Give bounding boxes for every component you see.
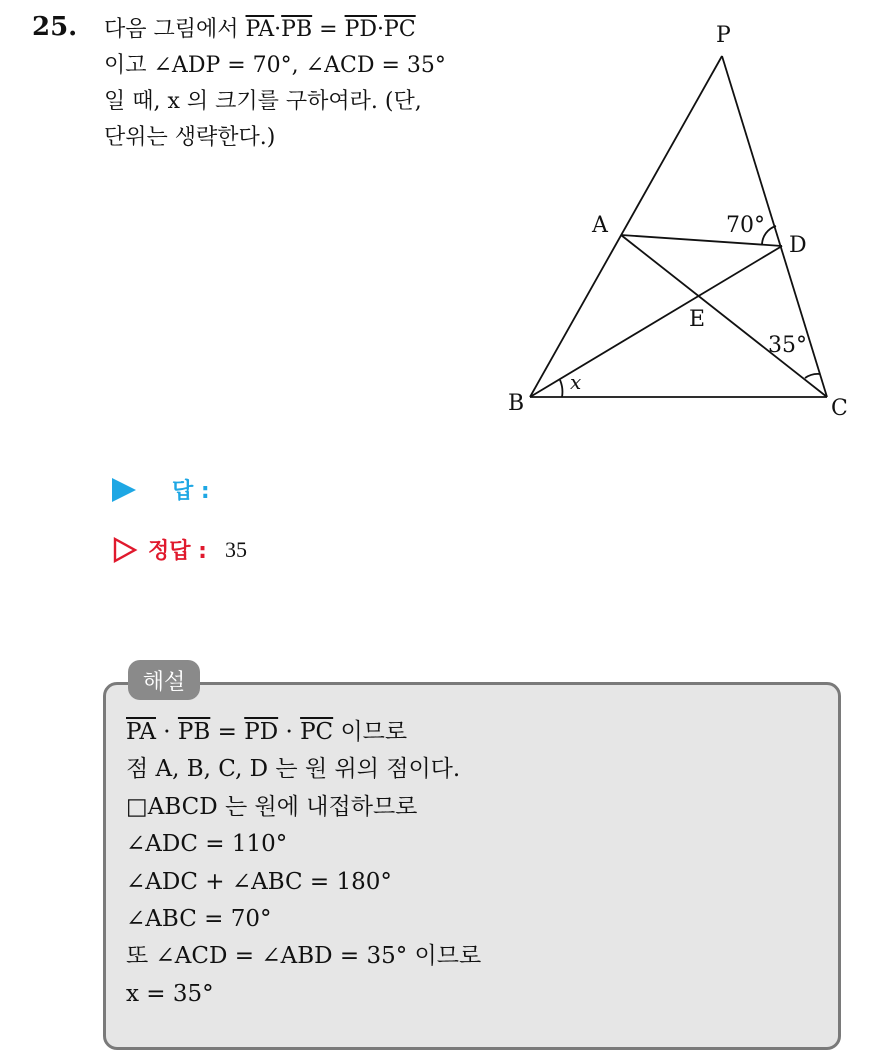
solution-label: 정답 :	[148, 539, 207, 564]
geometry-figure	[500, 10, 870, 430]
answer-row	[112, 474, 210, 505]
explanation-line-4: ∠ADC = 110°	[126, 831, 288, 858]
play-triangle-icon	[112, 478, 136, 502]
segment-pc: $\overline{PC}$	[300, 719, 334, 745]
solution-row	[112, 534, 247, 565]
segment-pa: $\overline{PA}$	[126, 719, 156, 745]
angle-label-70: 70°	[726, 213, 765, 238]
dot-operator: ·	[155, 719, 178, 745]
segment-p-b	[530, 56, 722, 397]
question-line-1	[104, 12, 484, 48]
angle-arc-x	[560, 380, 562, 397]
segment-pa: $\overline{PA}$	[245, 17, 275, 42]
outline-triangle-icon	[112, 537, 138, 563]
segment-b-d	[530, 246, 782, 397]
label-c: C	[831, 396, 848, 421]
label-a: A	[592, 213, 608, 238]
explanation-line-1-suffix: 이므로	[333, 719, 408, 745]
explanation-line-3: □ABCD 는 원에 내접하므로	[126, 793, 418, 820]
explanation-line-2: 점 A, B, C, D 는 원 위의 점이다.	[126, 756, 461, 783]
segment-pb: $\overline{PB}$	[281, 17, 313, 42]
dot-operator: ·	[274, 17, 282, 42]
explanation-line-1	[126, 714, 826, 751]
explanation-tag: 해설	[128, 660, 200, 700]
question-line-3: 일 때, x 의 크기를 구하여라. (단,	[104, 89, 422, 114]
explanation-line-5: ∠ADC + ∠ABC = 180°	[126, 868, 392, 895]
angle-arc-35	[805, 374, 820, 378]
solution-value: 35	[224, 536, 247, 562]
dot-operator: ·	[278, 719, 301, 745]
segment-pd: $\overline{PD}$	[344, 17, 378, 42]
explanation-line-8: x = 35°	[126, 980, 214, 1007]
equals-sign: =	[210, 719, 245, 745]
segment-a-c	[621, 235, 827, 397]
question-number: 25.	[32, 12, 78, 42]
angle-label-x: x	[570, 370, 582, 394]
dot-operator: ·	[377, 17, 385, 42]
explanation-line-7: 또 ∠ACD = ∠ABD = 35° 이므로	[126, 943, 482, 970]
label-e: E	[689, 307, 706, 332]
question-line-2: 이고 ∠ADP = 70°, ∠ACD = 35°	[104, 53, 446, 78]
segment-pb: $\overline{PB}$	[177, 719, 211, 745]
answer-label: 답 :	[172, 479, 210, 504]
question-line-1-prefix: 다음 그림에서	[104, 17, 246, 42]
segment-pd: $\overline{PD}$	[244, 719, 279, 745]
angle-label-35: 35°	[768, 333, 807, 358]
label-p: P	[716, 23, 731, 48]
label-b: B	[508, 391, 525, 416]
explanation-line-6: ∠ABC = 70°	[126, 906, 272, 933]
question-text	[104, 12, 484, 156]
segment-pc: $\overline{PC}$	[384, 17, 416, 42]
question-line-4: 단위는 생략한다.)	[104, 125, 276, 150]
explanation-content	[126, 714, 826, 1013]
label-d: D	[789, 233, 807, 258]
equals-sign: =	[312, 17, 345, 42]
